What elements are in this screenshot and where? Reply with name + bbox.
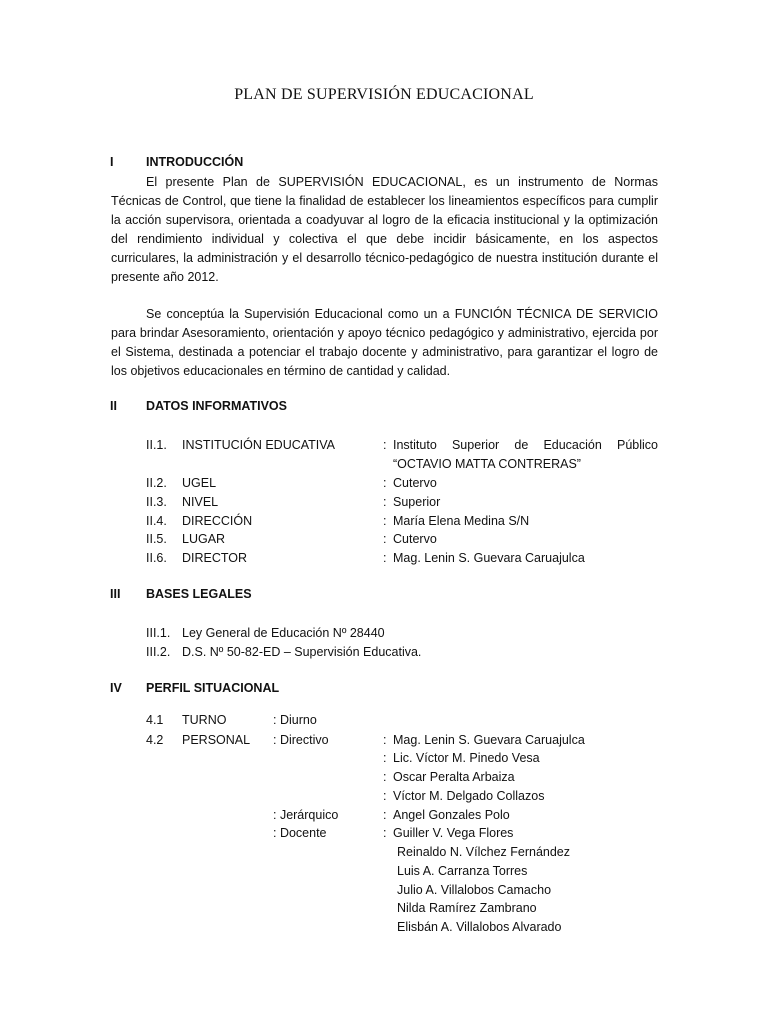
item-value: Cutervo (393, 476, 437, 490)
colon: : (383, 733, 387, 747)
bases-row-2 (0, 643, 768, 662)
colon: : (383, 532, 387, 546)
person-name: Mag. Lenin S. Guevara Caruajulca (393, 733, 585, 747)
person-name: Lic. Víctor M. Pinedo Vesa (393, 751, 540, 765)
section-heading-introduccion (110, 155, 243, 169)
item-value-continued: “OCTAVIO MATTA CONTRERAS” (393, 457, 581, 471)
item-label: DIRECCIÓN (182, 514, 253, 528)
section-title: DATOS INFORMATIVOS (146, 399, 287, 413)
colon: : (383, 476, 387, 490)
perfil-row-docente (0, 843, 768, 862)
item-value: Instituto Superior de Educación Público (393, 438, 658, 452)
section-number: III (110, 587, 121, 601)
item-number: II.1. (146, 438, 167, 452)
item-text: D.S. Nº 50-82-ED – Supervisión Educativa. (182, 645, 422, 659)
item-value: María Elena Medina S/N (393, 514, 530, 528)
item-value: Superior (393, 495, 441, 509)
colon: : (383, 826, 387, 840)
person-name: Luis A. Carranza Torres (397, 864, 528, 878)
perfil-row-jerarquico (0, 806, 768, 825)
datos-row-direccion (0, 512, 768, 531)
item-number: II.3. (146, 495, 167, 509)
section-heading-bases-legales (110, 587, 252, 601)
item-value: : Diurno (273, 713, 317, 727)
item-label: LUGAR (182, 532, 226, 546)
item-number: 4.2 (146, 733, 164, 747)
bases-row-1 (0, 624, 768, 643)
item-label: NIVEL (182, 495, 219, 509)
person-name: Angel Gonzales Polo (393, 808, 510, 822)
person-name: Oscar Peralta Arbaiza (393, 770, 515, 784)
section-title: PERFIL SITUACIONAL (146, 681, 280, 695)
datos-row-lugar (0, 530, 768, 549)
item-label: PERSONAL (182, 733, 251, 747)
item-number: II.2. (146, 476, 167, 490)
page-title: PLAN DE SUPERVISIÓN EDUCACIONAL (234, 86, 534, 103)
person-name: Nilda Ramírez Zambrano (397, 901, 537, 915)
perfil-row-directivo (0, 768, 768, 787)
item-number: III.2. (146, 645, 171, 659)
colon: : (383, 751, 387, 765)
intro-paragraph-2: Se conceptúa la Supervisión Educacional como un a FUNCIÓN TÉCNICA DE SERVICIO para brindar Asesoramiento, orientación y apoyo técnico pedagógico y administrativo, ejercida por el Sistema, destinada a potenciar el trabajo docente y administrativo, para garantizar el logro de los objetivos educacionales en término de cantidad y calidad. (111, 307, 658, 378)
item-number: II.4. (146, 514, 167, 528)
perfil-row-docente (0, 862, 768, 881)
item-number: II.5. (146, 532, 167, 546)
person-name: Julio A. Villalobos Camacho (397, 883, 552, 897)
subcategory-label-jerarquico: : Jerárquico (273, 808, 339, 822)
perfil-row-directivo (0, 749, 768, 768)
item-label: INSTITUCIÓN EDUCATIVA (182, 438, 336, 452)
item-number: 4.1 (146, 713, 164, 727)
person-name: Reinaldo N. Vílchez Fernández (397, 845, 571, 859)
colon: : (383, 495, 387, 509)
perfil-row-directivo (0, 787, 768, 806)
item-number: II.6. (146, 551, 167, 565)
item-number: III.1. (146, 626, 171, 640)
colon: : (383, 789, 387, 803)
person-name: Elisbán A. Villalobos Alvarado (397, 920, 562, 934)
perfil-row-docente (0, 824, 768, 843)
item-text: Ley General de Educación Nº 28440 (182, 626, 385, 640)
datos-row-nivel (0, 493, 768, 512)
item-label: DIRECTOR (182, 551, 248, 565)
datos-row-institucion-cont (0, 455, 768, 474)
section-title: INTRODUCCIÓN (146, 155, 244, 169)
datos-row-institucion (0, 436, 768, 455)
item-label: TURNO (182, 713, 227, 727)
colon: : (383, 551, 387, 565)
section-number: IV (110, 681, 122, 695)
person-name: Víctor M. Delgado Collazos (393, 789, 545, 803)
section-heading-perfil-situacional (110, 681, 279, 695)
intro-paragraph-1: El presente Plan de SUPERVISIÓN EDUCACIONAL, es un instrumento de Normas Técnicas de Control, que tiene la finalidad de establecer los lineamientos específicos para cumplir la acción supervisora, orientada a coadyuvar al logro de la eficacia institucional y la optimización del rendimiento individual y colectiva el que debe incidir básicamente, en los aspectos curriculares, la administración y el desarrollo técnico-pedagógico de nuestra institución durante el presente año 2012. (111, 175, 658, 284)
section-title: BASES LEGALES (146, 587, 252, 601)
colon: : (383, 438, 387, 452)
datos-row-director (0, 549, 768, 568)
section-heading-datos-informativos (110, 399, 287, 413)
perfil-row-docente (0, 899, 768, 918)
item-value: Cutervo (393, 532, 437, 546)
datos-row-ugel (0, 474, 768, 493)
subcategory-label-docente: : Docente (273, 826, 327, 840)
perfil-row-docente (0, 918, 768, 937)
item-label: UGEL (182, 476, 217, 490)
perfil-row-personal (0, 731, 768, 750)
perfil-row-docente (0, 881, 768, 900)
person-name: Guiller V. Vega Flores (393, 826, 514, 840)
colon: : (383, 770, 387, 784)
colon: : (383, 808, 387, 822)
subcategory-label-directivo: : Directivo (273, 733, 329, 747)
perfil-row-turno (0, 711, 768, 730)
section-number: II (110, 399, 117, 413)
colon: : (383, 514, 387, 528)
item-value: Mag. Lenin S. Guevara Caruajulca (393, 551, 585, 565)
section-number: I (110, 155, 114, 169)
